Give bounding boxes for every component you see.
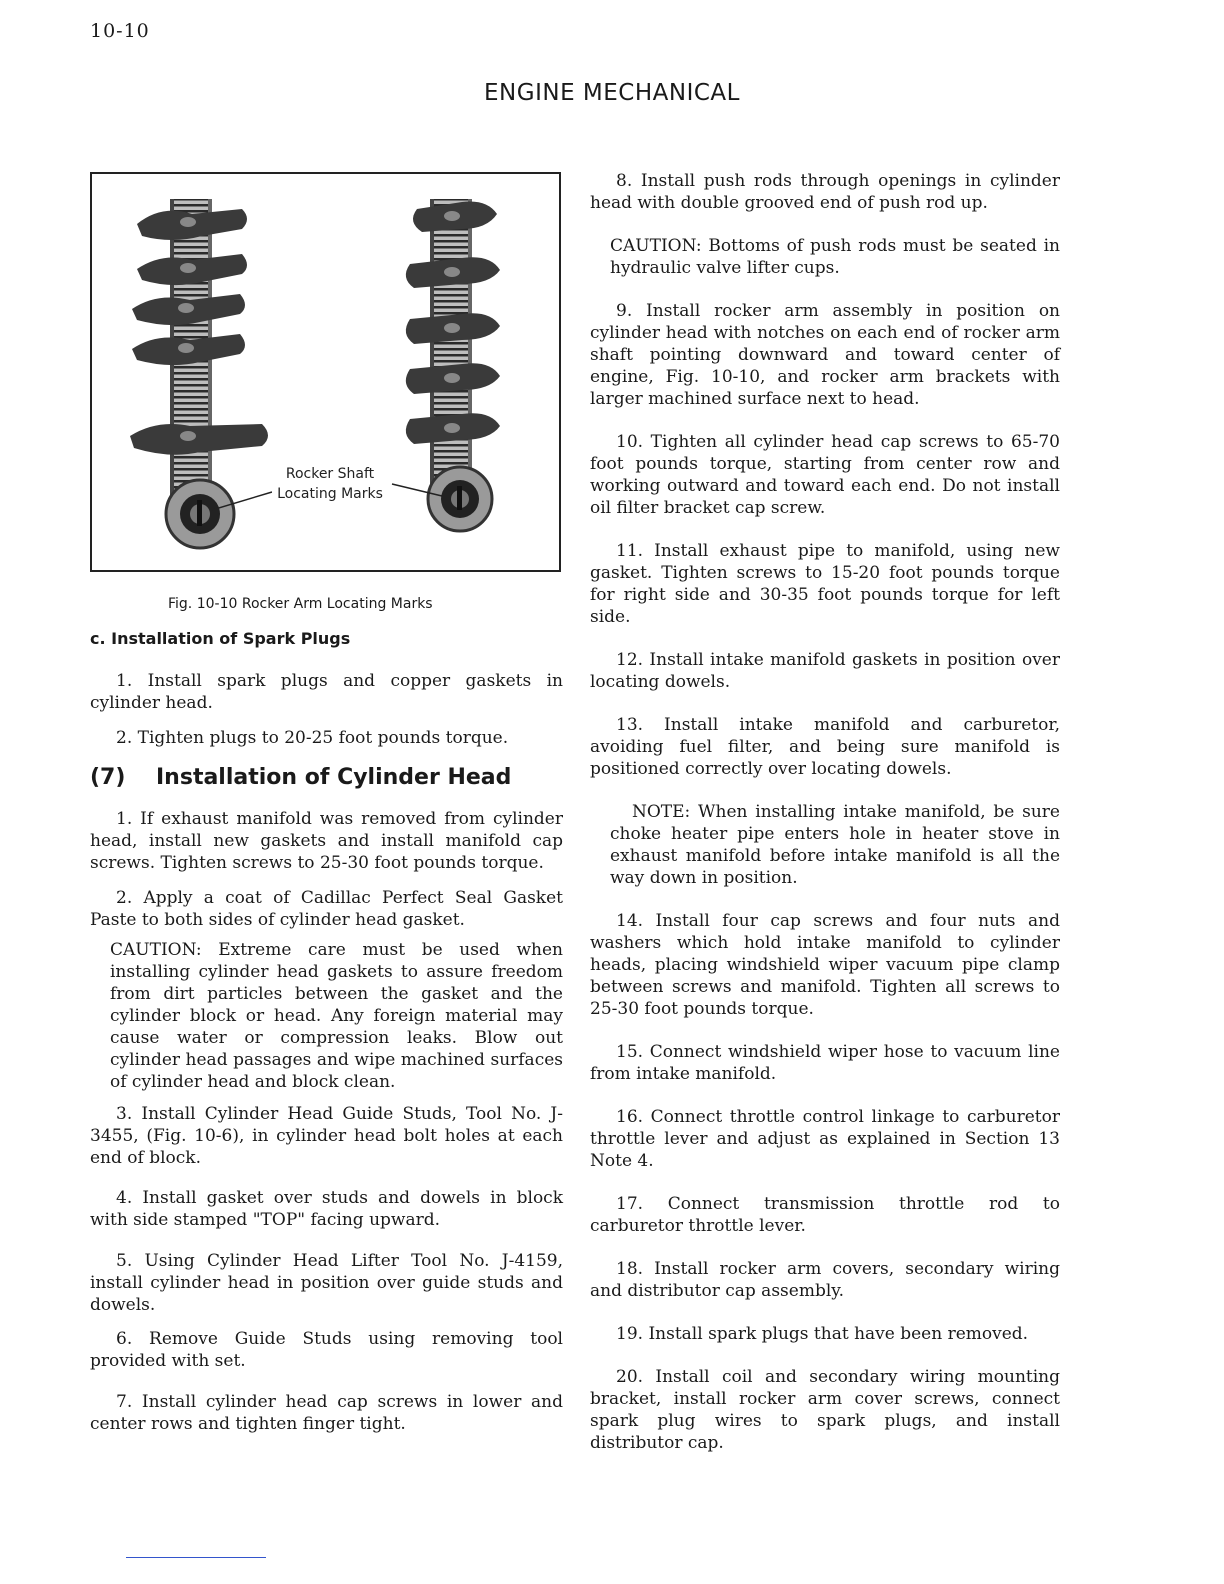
step-19: 19. Install spark plugs that have been removed. [616,1324,1029,1344]
step-6: 6. Remove Guide Studs using removing tool provided with set. [90,1329,563,1371]
caution-gasket: CAUTION: Extreme care must be used when installing cylinder head gaskets to assure freedom from dirt particles between the gasket and the cylinder block or head. Any foreign material may cause water or compression leaks. Blow out cylinder head passages and wipe machined surfaces of cylinder head and block clean. [110,940,563,1092]
callout-label-line1: Rocker Shaft [285,466,375,482]
figure-caption: Fig. 10-10 Rocker Arm Locating Marks [168,596,433,612]
right-column [590,170,1060,1454]
step-15: 15. Connect windshield wiper hose to vacuum line from intake manifold. [590,1042,1060,1084]
step-17: 17. Connect transmission throttle rod to carburetor throttle lever. [590,1194,1060,1236]
heading-title: Installation of Cylinder Head [156,765,512,790]
rocker-shaft-illustration [92,174,559,570]
step-18: 18. Install rocker arm covers, secondary wiring and distributor cap assembly. [590,1259,1060,1301]
left-column [90,172,563,1435]
left-rocker-shaft [130,199,268,548]
step-2: 2. Apply a coat of Cadillac Perfect Seal Gasket Paste to both sides of cylinder head gasket. [90,888,563,930]
step-9: 9. Install rocker arm assembly in position on cylinder head with notches on each end of rocker arm shaft pointing downward and toward center of engine, Fig. 10-10, and rocker arm brackets with larger machined surface next to head. [590,301,1060,409]
step-5: 5. Using Cylinder Head Lifter Tool No. J-4159, install cylinder head in position over guide studs and dowels. [90,1251,563,1315]
step-10: 10. Tighten all cylinder head cap screws to 65-70 foot pounds torque, starting from center row and working outward and toward each end. Do not install oil filter bracket cap screw. [590,432,1060,518]
spark-step-2: 2. Tighten plugs to 20-25 foot pounds torque. [116,728,509,748]
step-12: 12. Install intake manifold gaskets in position over locating dowels. [590,650,1060,692]
step-8: 8. Install push rods through openings in cylinder head with double grooved end of push rod up. [590,171,1060,213]
subsection-title: c. Installation of Spark Plugs [90,629,351,648]
heading-number: (7) [90,765,126,790]
step-3: 3. Install Cylinder Head Guide Studs, Tool No. J-3455, (Fig. 10-6), in cylinder head bolt holes at each end of block. [90,1104,563,1168]
step-4: 4. Install gasket over studs and dowels in block with side stamped "TOP" facing upward. [90,1188,563,1230]
cylinder-head-heading [90,767,563,789]
right-rocker-shaft [406,199,500,531]
step-7: 7. Install cylinder head cap screws in lower and center rows and tighten finger tight. [90,1392,563,1434]
step-11: 11. Install exhaust pipe to manifold, using new gasket. Tighten screws to 15-20 foot pounds torque for right side and 30-35 foot pounds torque for left side. [590,541,1060,627]
step-13: 13. Install intake manifold and carburetor, avoiding fuel filter, and being sure manifold is positioned correctly over locating dowels. [590,715,1060,779]
bottom-rule [126,1557,266,1558]
note-intake-manifold: NOTE: When installing intake manifold, be sure choke heater pipe enters hole in heater stove in exhaust manifold before intake manifold is all the way down in position. [610,802,1060,888]
step-20: 20. Install coil and secondary wiring mounting bracket, install rocker arm cover screws, connect spark plug wires to spark plugs, and install distributor cap. [590,1367,1060,1453]
page-number: 10-10 [90,20,150,42]
rocker-arm-figure [90,172,561,572]
spark-step-1: 1. Install spark plugs and copper gaskets in cylinder head. [90,671,563,713]
step-1: 1. If exhaust manifold was removed from cylinder head, install new gaskets and install manifold cap screws. Tighten screws to 25-30 foot pounds torque. [90,809,563,873]
step-14: 14. Install four cap screws and four nuts and washers which hold intake manifold to cylinder heads, placing windshield wiper vacuum pipe clamp between screws and manifold. Tighten all screws to 25-30 foot pounds torque. [590,911,1060,1019]
step-16: 16. Connect throttle control linkage to carburetor throttle lever and adjust as explained in Section 13 Note 4. [590,1107,1060,1171]
callout-label-line2: Locating Marks [277,486,383,502]
caution-push-rods: CAUTION: Bottoms of push rods must be seated in hydraulic valve lifter cups. [610,236,1060,278]
section-title: ENGINE MECHANICAL [484,80,740,106]
